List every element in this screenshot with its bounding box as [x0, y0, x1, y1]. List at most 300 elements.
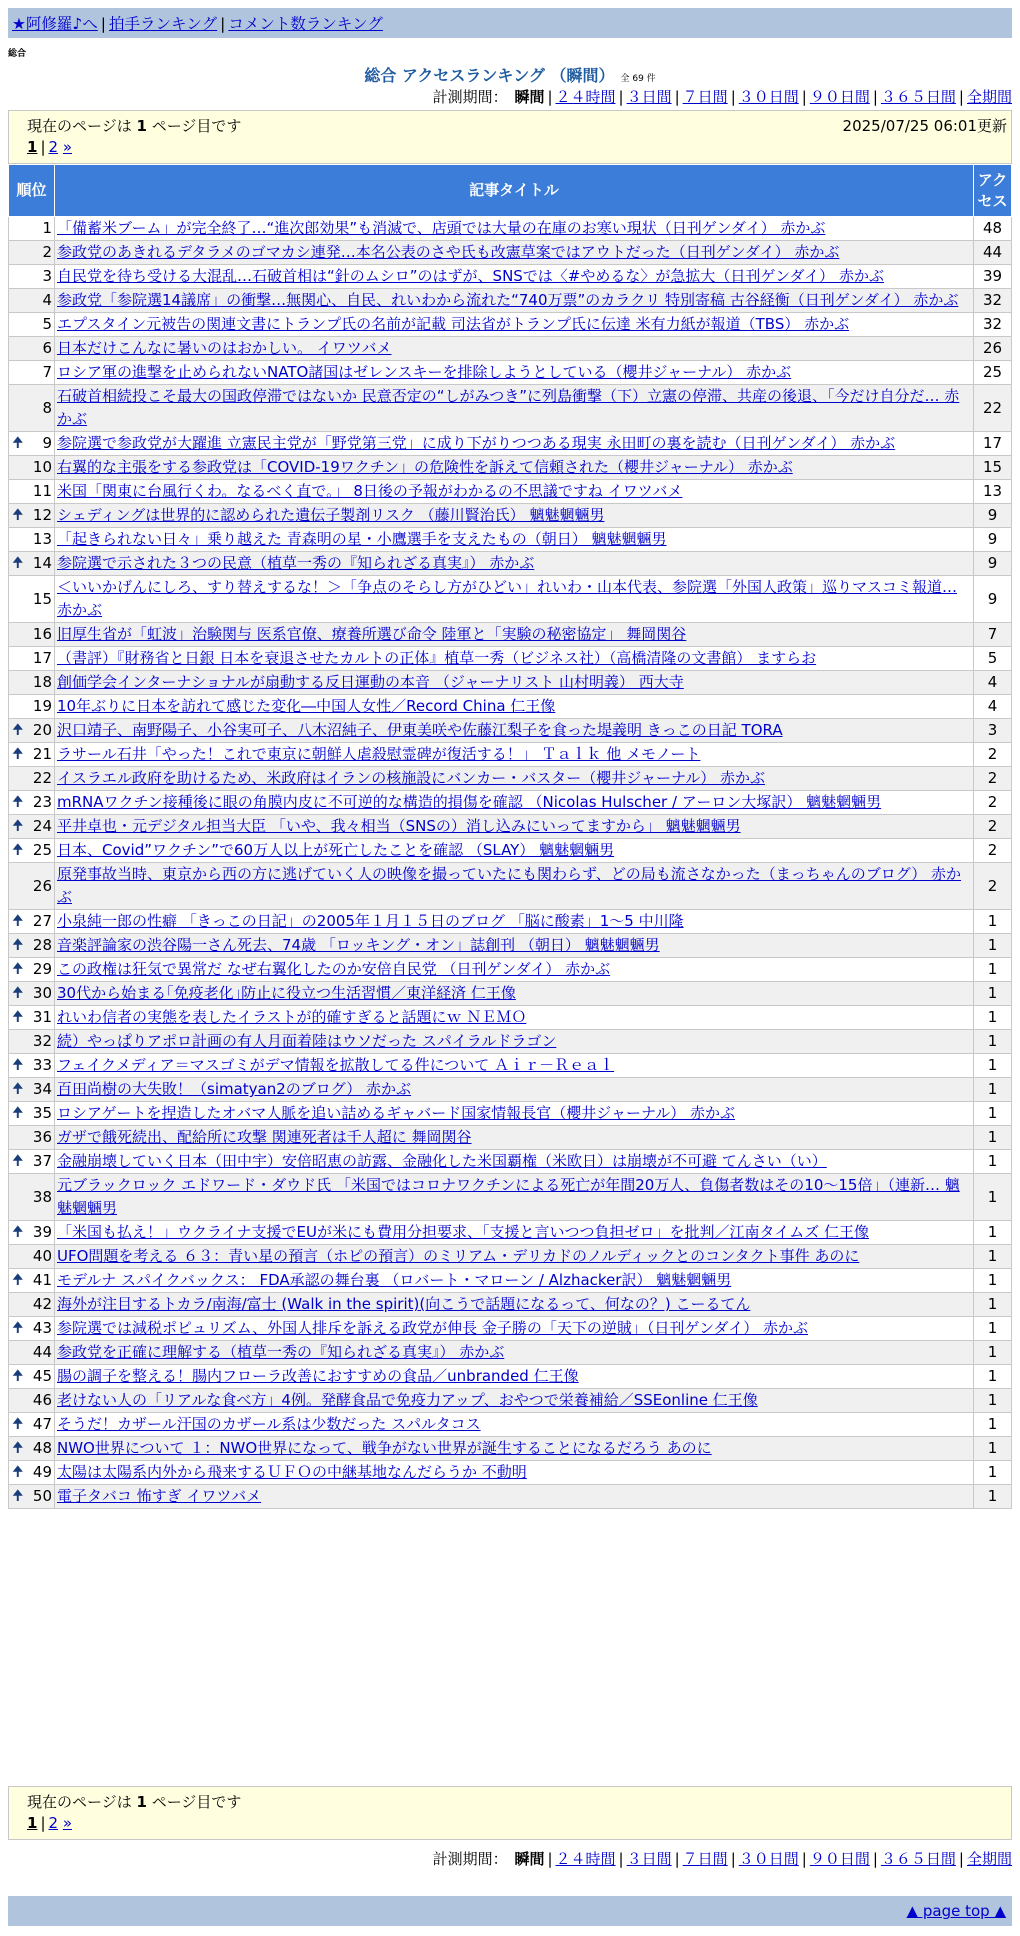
period-3d[interactable]: ３日間 — [626, 1850, 672, 1868]
rank-cell — [9, 313, 55, 337]
page-title: 総合 アクセスランキング （瞬間） — [364, 66, 615, 85]
period-7d[interactable]: ７日間 — [682, 1850, 728, 1868]
rank-number: 36 — [32, 1128, 52, 1146]
article-link[interactable]: 電子タバコ 怖すぎ イワツバメ — [57, 1487, 262, 1505]
period-365d[interactable]: ３６５日間 — [880, 88, 956, 106]
table-row — [9, 695, 1012, 719]
rank-cell — [9, 1126, 55, 1150]
rank-cell — [9, 432, 55, 456]
rank-cell — [9, 910, 55, 934]
table-row — [9, 1413, 1012, 1437]
rank-up-arrow-icon: 🠉 — [12, 1105, 24, 1121]
rank-number: 24 — [32, 817, 52, 835]
rank-number: 9 — [42, 434, 52, 452]
article-link[interactable]: 創価学会インターナショナルが扇動する反日運動の本音 （ジャーナリスト 山村明義） 西大寺 — [57, 673, 684, 691]
period-365d[interactable]: ３６５日間 — [880, 1850, 956, 1868]
rank-up-arrow-icon: 🠉 — [12, 913, 24, 929]
article-link[interactable]: この政権は狂気で異常だ なぜ右翼化したのか安倍自民党 （日刊ゲンダイ） 赤かぶ — [57, 960, 611, 978]
article-link[interactable]: れいわ信者の実態を表したイラストが的確すぎると話題にｗ ＮＥＭＯ — [57, 1008, 527, 1026]
period-30d[interactable]: ３０日間 — [738, 1850, 799, 1868]
access-count: 7 — [974, 623, 1012, 647]
rank-number: 12 — [32, 506, 52, 524]
access-count: 1 — [974, 1006, 1012, 1030]
access-count: 1 — [974, 1269, 1012, 1293]
rank-cell — [9, 1150, 55, 1174]
table-row — [9, 1485, 1012, 1509]
article-link[interactable]: 10年ぶりに日本を訪れて感じた変化―中国人女性／Record China 仁王像 — [57, 697, 556, 715]
article-link[interactable]: エプスタイン元被告の関連文書にトランプ氏の名前が記載 司法省がトランプ氏に伝達 米有力紙が報道（TBS） 赤かぶ — [57, 315, 850, 333]
access-count: 1 — [974, 1437, 1012, 1461]
access-count: 25 — [974, 361, 1012, 385]
title-cell — [55, 910, 974, 934]
title-cell — [55, 1102, 974, 1126]
access-count: 3 — [974, 719, 1012, 743]
current-page-text: 現在のページは 1 ページ目です — [27, 117, 242, 135]
table-row — [9, 719, 1012, 743]
access-count: 9 — [974, 528, 1012, 552]
rank-number: 37 — [32, 1152, 52, 1170]
title-cell — [55, 623, 974, 647]
rank-number: 38 — [32, 1187, 52, 1206]
rank-up-arrow-icon: 🠉 — [12, 555, 24, 571]
rank-number: 11 — [32, 482, 52, 500]
rank-cell — [9, 361, 55, 385]
ranking-title — [0, 63, 1020, 86]
rank-number: 28 — [32, 936, 52, 954]
period-current: 瞬間 — [514, 1850, 545, 1868]
rank-cell — [9, 265, 55, 289]
article-link[interactable]: 沢口靖子、南野陽子、小谷実可子、八木沼純子、伊東美咲や佐藤江梨子を食った堤義明 きっこの日記 TORA — [57, 721, 783, 739]
period-all[interactable]: 全期間 — [966, 88, 1012, 106]
article-link[interactable]: 元ブラックロック エドワード・ダウド氏 「米国ではコロナワクチンによる死亡が年間20万人、負傷者数はその10～15倍」（連新… 魑魅魍魎男 — [57, 1176, 960, 1217]
title-cell — [55, 265, 974, 289]
article-link[interactable]: （書評）『財務省と日銀 日本を衰退させたカルトの正体』植草一秀（ビジネス社）（高橋清隆の文書館） ますらお — [57, 649, 817, 667]
rank-cell — [9, 1006, 55, 1030]
next-page-link[interactable]: » — [62, 1814, 73, 1832]
title-cell — [55, 528, 974, 552]
rank-cell — [9, 1317, 55, 1341]
table-row — [9, 1150, 1012, 1174]
title-cell — [55, 671, 974, 695]
table-row — [9, 1461, 1012, 1485]
access-count: 4 — [974, 671, 1012, 695]
title-cell — [55, 1341, 974, 1365]
title-cell — [55, 1030, 974, 1054]
access-count: 1 — [974, 1054, 1012, 1078]
table-row — [9, 385, 1012, 432]
rank-number: 6 — [42, 339, 52, 357]
table-row — [9, 289, 1012, 313]
title-cell — [55, 385, 974, 432]
access-count: 1 — [974, 1341, 1012, 1365]
article-link[interactable]: 「起きられない日々」乗り越えた 青森明の星・小鷹選手を支えたもの（朝日） 魑魅魍魎男 — [57, 530, 667, 548]
access-count: 2 — [974, 863, 1012, 910]
article-link[interactable]: ロシア軍の進撃を止められないNATO諸国はゼレンスキーを排除しようとしている（櫻井ジャーナル） 赤かぶ — [57, 363, 792, 381]
rank-number: 1 — [42, 219, 52, 237]
rank-number: 49 — [32, 1463, 52, 1481]
page-2-link[interactable]: 2 — [48, 1814, 59, 1832]
title-cell — [55, 576, 974, 623]
category-label: 総合 — [8, 49, 27, 59]
title-cell — [55, 719, 974, 743]
rank-number: 16 — [32, 625, 52, 643]
title-cell — [55, 863, 974, 910]
title-cell — [55, 958, 974, 982]
rank-cell — [9, 504, 55, 528]
table-row — [9, 265, 1012, 289]
rank-cell — [9, 719, 55, 743]
rank-number: 43 — [32, 1319, 52, 1337]
rank-number: 50 — [32, 1487, 52, 1505]
rank-up-arrow-icon: 🠉 — [12, 1368, 24, 1384]
table-row — [9, 337, 1012, 361]
rank-up-arrow-icon: 🠉 — [12, 1272, 24, 1288]
title-cell — [55, 695, 974, 719]
table-row — [9, 241, 1012, 265]
rank-number: 35 — [32, 1104, 52, 1122]
rank-number: 48 — [32, 1439, 52, 1457]
rank-number: 40 — [32, 1247, 52, 1265]
article-link[interactable]: そうだ！カザール汗国のカザール系は少数だった スパルタコス — [57, 1415, 481, 1433]
article-link[interactable]: 右翼的な主張をする参政党は「COVID-19ワクチン」の危険性を訴えて信頼された（櫻井ジャーナル） 赤かぶ — [57, 458, 793, 476]
article-link[interactable]: ラサール石井「やった！これで東京に朝鮮人虐殺慰霊碑が復活する！」 Ｔａｌｋ 他 メモノート — [57, 745, 701, 763]
title-cell — [55, 1245, 974, 1269]
article-link[interactable]: 百田尚樹の大失敗！（simatyan2のブログ） 赤かぶ — [57, 1080, 412, 1098]
article-link[interactable]: シェディングは世界的に認められた遺伝子製剤リスク （藤川賢治氏） 魑魅魍魎男 — [57, 506, 605, 524]
title-cell — [55, 815, 974, 839]
article-link[interactable]: 平井卓也・元デジタル担当大臣 「いや、我々相当（SNSの）消し込みにいってますから」 魑魅魍魎男 — [57, 817, 741, 835]
title-header: 記事タイトル — [55, 165, 974, 217]
applause-ranking-link[interactable]: 拍手ランキング — [109, 15, 218, 33]
title-cell — [55, 1078, 974, 1102]
table-row — [9, 217, 1012, 241]
access-count: 1 — [974, 1461, 1012, 1485]
article-link[interactable]: 続）やっぱりアポロ計画の有人月面着陸はウソだった スパイラルドラゴン — [57, 1032, 557, 1050]
article-link[interactable]: 参院選で示された３つの民意（植草一秀の『知られざる真実』） 赤かぶ — [57, 554, 535, 572]
rank-number: 41 — [32, 1271, 52, 1289]
rank-number: 42 — [32, 1295, 52, 1313]
rank-cell — [9, 337, 55, 361]
table-row — [9, 1389, 1012, 1413]
rank-cell — [9, 1485, 55, 1509]
rank-up-arrow-icon: 🠉 — [12, 1440, 24, 1456]
access-header: アクセス — [974, 165, 1012, 217]
title-cell — [55, 1269, 974, 1293]
article-link[interactable]: 参院選では減税ポピュリズム、外国人排斥を訴える政党が伸長 金子勝の「天下の逆賊」（日刊ゲンダイ） 赤かぶ — [57, 1319, 808, 1337]
table-row — [9, 504, 1012, 528]
table-row — [9, 576, 1012, 623]
table-row — [9, 1102, 1012, 1126]
period-90d[interactable]: ９０日間 — [809, 88, 870, 106]
rank-up-arrow-icon: 🠉 — [12, 1416, 24, 1432]
table-row — [9, 671, 1012, 695]
home-link[interactable]: ★阿修羅♪へ — [12, 15, 98, 33]
title-cell — [55, 1126, 974, 1150]
title-cell — [55, 1150, 974, 1174]
period-24h[interactable]: ２４時間 — [555, 1850, 616, 1868]
rank-number: 29 — [32, 960, 52, 978]
rank-cell — [9, 1461, 55, 1485]
period-current: 瞬間 — [514, 88, 545, 106]
title-cell — [55, 1293, 974, 1317]
rank-up-arrow-icon: 🠉 — [12, 746, 24, 762]
title-cell — [55, 743, 974, 767]
rank-number: 25 — [32, 841, 52, 859]
access-count: 1 — [974, 1102, 1012, 1126]
article-link[interactable]: 音楽評論家の渋谷陽一さん死去、74歳 「ロッキング・オン」誌創刊 （朝日） 魑魅魍魎男 — [57, 936, 660, 954]
period-90d[interactable]: ９０日間 — [809, 1850, 870, 1868]
access-count: 1 — [974, 1030, 1012, 1054]
table-row — [9, 982, 1012, 1006]
rank-number: 18 — [32, 673, 52, 691]
rank-number: 47 — [32, 1415, 52, 1433]
rank-cell — [9, 863, 55, 910]
table-row — [9, 767, 1012, 791]
page-1-link[interactable]: 1 — [27, 138, 38, 156]
rank-number: 22 — [32, 769, 52, 787]
table-row — [9, 623, 1012, 647]
rank-number: 31 — [32, 1008, 52, 1026]
access-count: 2 — [974, 767, 1012, 791]
table-row — [9, 934, 1012, 958]
article-link[interactable]: 日本、Covid”ワクチン”で60万人以上が死亡したことを確認 （SLAY） 魑魅魍魎男 — [57, 841, 615, 859]
table-row — [9, 456, 1012, 480]
access-count: 17 — [974, 432, 1012, 456]
article-link[interactable]: ＜いいかげんにしろ、すり替えするな！＞「争点のそらし方がひどい」れいわ・山本代表、参院選「外国人政策」巡りマスコミ報道… 赤かぶ — [57, 578, 958, 619]
article-link[interactable]: UFO問題を考える ６３：青い星の預言（ホピの預言）のミリアム・デリカドのノルディックとのコンタクト事件 あのに — [57, 1247, 860, 1265]
title-cell — [55, 1365, 974, 1389]
access-count: 1 — [974, 910, 1012, 934]
rank-up-arrow-icon: 🠉 — [12, 937, 24, 953]
article-link[interactable]: 参政党「参院選14議席」の衝撃…無関心、自民、れいわから流れた“740万票”のカラクリ 特別寄稿 古谷経衡（日刊ゲンダイ） 赤かぶ — [57, 291, 959, 309]
rank-cell — [9, 743, 55, 767]
top-navigation — [8, 8, 1012, 38]
rank-cell — [9, 576, 55, 623]
article-link[interactable]: 参院選で参政党が大躍進 立憲民主党が「野党第三党」に成り下がりつつある現実 永田町の裏を読む（日刊ゲンダイ） 赤かぶ — [57, 434, 896, 452]
title-cell — [55, 791, 974, 815]
table-row — [9, 1054, 1012, 1078]
article-link[interactable]: ロシアゲートを捏造したオバマ人脈を追い詰めるギャバード国家情報長官（櫻井ジャーナル） 赤かぶ — [57, 1104, 735, 1122]
title-cell — [55, 647, 974, 671]
title-cell — [55, 839, 974, 863]
nav-separator: | — [100, 15, 107, 33]
rank-up-arrow-icon: 🠉 — [12, 961, 24, 977]
article-link[interactable]: モデルナ スパイクバックス： FDA承認の舞台裏 （ロバート・マローン / Alzhacker訳） 魑魅魍魎男 — [57, 1271, 732, 1289]
rank-cell — [9, 456, 55, 480]
title-cell — [55, 1437, 974, 1461]
rank-number: 27 — [32, 912, 52, 930]
access-count: 1 — [974, 1293, 1012, 1317]
table-row — [9, 528, 1012, 552]
table-row — [9, 552, 1012, 576]
table-row — [9, 1317, 1012, 1341]
rank-cell — [9, 1245, 55, 1269]
article-link[interactable]: 旧厚生省が「虹波」治験関与 医系官僚、療養所選び命令 陸軍と「実験の秘密協定」 舞岡関谷 — [57, 625, 687, 643]
pagination-top: 1 | 2 » — [27, 138, 73, 156]
access-count: 2 — [974, 791, 1012, 815]
article-link[interactable]: ガザで餓死続出、配給所に攻撃 関連死者は千人超に 舞岡関谷 — [57, 1128, 472, 1146]
article-link[interactable]: 老けない人の「リアルな食べ方」4例。発酵食品で免疫力アップ、おやつで栄養補給／SSEonline 仁王像 — [57, 1391, 758, 1409]
article-link[interactable]: 参政党を正確に理解する（植草一秀の『知られざる真実』） 赤かぶ — [57, 1343, 505, 1361]
table-row — [9, 791, 1012, 815]
rank-number: 17 — [32, 649, 52, 667]
rank-number: 14 — [32, 554, 52, 572]
table-row — [9, 839, 1012, 863]
period-30d[interactable]: ３０日間 — [738, 88, 799, 106]
rank-up-arrow-icon: 🠉 — [12, 1464, 24, 1480]
title-cell — [55, 934, 974, 958]
rank-number: 7 — [42, 363, 52, 381]
table-row — [9, 1293, 1012, 1317]
updated-timestamp: 2025/07/25 06:01更新 — [842, 117, 1007, 135]
rank-number: 45 — [32, 1367, 52, 1385]
rank-cell — [9, 289, 55, 313]
title-cell — [55, 361, 974, 385]
page-1-link[interactable]: 1 — [27, 1814, 38, 1832]
access-count: 1 — [974, 934, 1012, 958]
title-cell — [55, 432, 974, 456]
title-cell — [55, 289, 974, 313]
total-count: 全 69 件 — [620, 74, 656, 84]
table-row — [9, 1437, 1012, 1461]
rank-cell — [9, 671, 55, 695]
access-count: 5 — [974, 647, 1012, 671]
rank-cell — [9, 1221, 55, 1245]
article-link[interactable]: 腸の調子を整える！腸内フローラ改善におすすめの食品／unbranded 仁王像 — [57, 1367, 579, 1385]
rank-cell — [9, 982, 55, 1006]
table-row — [9, 361, 1012, 385]
page-top-link[interactable]: ▲ page top ▲ — [906, 1902, 1006, 1920]
access-count: 9 — [974, 576, 1012, 623]
rank-up-arrow-icon: 🠉 — [12, 842, 24, 858]
table-row — [9, 743, 1012, 767]
rank-number: 8 — [42, 398, 52, 417]
access-count: 1 — [974, 1317, 1012, 1341]
rank-number: 39 — [32, 1223, 52, 1241]
rank-cell — [9, 1293, 55, 1317]
rank-up-arrow-icon: 🠉 — [12, 507, 24, 523]
table-row — [9, 432, 1012, 456]
rank-number: 21 — [32, 745, 52, 763]
period-all[interactable]: 全期間 — [966, 1850, 1012, 1868]
title-cell — [55, 480, 974, 504]
rank-up-arrow-icon: 🠉 — [12, 1057, 24, 1073]
rank-cell — [9, 480, 55, 504]
title-cell — [55, 337, 974, 361]
access-count: 32 — [974, 313, 1012, 337]
rank-up-arrow-icon: 🠉 — [12, 1488, 24, 1504]
rank-cell — [9, 1365, 55, 1389]
access-count: 22 — [974, 385, 1012, 432]
rank-up-arrow-icon: 🠉 — [12, 794, 24, 810]
article-link[interactable]: 参政党のあきれるデタラメのゴマカシ連発…本名公表のさや氏も改憲草案ではアウトだった（日刊ゲンダイ） 赤かぶ — [57, 243, 840, 261]
period-selector-top: 計測期間： 瞬間 | ２４時間 | ３日間 | ７日間 | ３０日間 | ９０日間 | ３６５日間 | 全期間 — [432, 88, 1012, 106]
table-row — [9, 1030, 1012, 1054]
table-row — [9, 1126, 1012, 1150]
access-count: 44 — [974, 241, 1012, 265]
rank-number: 34 — [32, 1080, 52, 1098]
title-cell — [55, 313, 974, 337]
table-row — [9, 863, 1012, 910]
access-count: 1 — [974, 1485, 1012, 1509]
title-cell — [55, 767, 974, 791]
comment-ranking-link[interactable]: コメント数ランキング — [228, 15, 383, 33]
period-selector-bottom: 計測期間： 瞬間 | ２４時間 | ３日間 | ７日間 | ３０日間 | ９０日間 | ３６５日間 | 全期間 — [432, 1850, 1012, 1868]
period-24h[interactable]: ２４時間 — [555, 88, 616, 106]
ranking-table — [8, 164, 1012, 1509]
article-link[interactable]: 米国「関東に台風行くわ。なるべく直で。」 8日後の予報がわかるの不思議ですね イワツバメ — [57, 482, 683, 500]
article-link[interactable]: 日本だけこんなに暑いのはおかしい。 イワツバメ — [57, 339, 392, 357]
access-count: 4 — [974, 695, 1012, 719]
access-count: 1 — [974, 1126, 1012, 1150]
title-cell — [55, 1174, 974, 1221]
rank-number: 32 — [32, 1032, 52, 1050]
rank-cell — [9, 1413, 55, 1437]
rank-cell — [9, 767, 55, 791]
rank-cell — [9, 1078, 55, 1102]
title-cell — [55, 1485, 974, 1509]
table-row — [9, 647, 1012, 671]
rank-cell — [9, 934, 55, 958]
article-link[interactable]: 自民党を待ち受ける大混乱…石破首相は“針のムシロ”のはずが、SNSでは〈#やめるな〉が急拡大（日刊ゲンダイ） 赤かぶ — [57, 267, 884, 285]
access-count: 15 — [974, 456, 1012, 480]
rank-cell — [9, 528, 55, 552]
ranking-body — [9, 217, 1012, 1509]
table-row — [9, 958, 1012, 982]
rank-cell — [9, 1030, 55, 1054]
article-link[interactable]: 海外が注目するトカラ/南海/富士 (Walk in the spirit)(向こうで話題になるって、何なの？) こーるてん — [57, 1295, 751, 1313]
rank-cell — [9, 1389, 55, 1413]
article-link[interactable]: mRNAワクチン接種後に眼の角膜内皮に不可逆的な構造的損傷を確認 （Nicolas Hulscher / アーロン大塚訳） 魑魅魍魎男 — [57, 793, 882, 811]
rank-up-arrow-icon: 🠉 — [12, 1153, 24, 1169]
period-7d[interactable]: ７日間 — [682, 88, 728, 106]
rank-up-arrow-icon: 🠉 — [12, 1009, 24, 1025]
title-cell — [55, 982, 974, 1006]
rank-cell — [9, 1054, 55, 1078]
rank-cell — [9, 791, 55, 815]
article-link[interactable]: 太陽は太陽系内外から飛来するＵＦＯの中継基地なんだらうか 不動明 — [57, 1463, 527, 1481]
article-link[interactable]: 「備蓄米ブーム」が完全終了…“進次郎効果”も消滅で、店頭では大量の在庫のお寒い現状（日刊ゲンダイ） 赤かぶ — [57, 219, 826, 237]
title-cell — [55, 1317, 974, 1341]
title-cell — [55, 1221, 974, 1245]
period-3d[interactable]: ３日間 — [626, 88, 672, 106]
article-link[interactable]: 原発事故当時、東京から西の方に逃げていく人の映像を撮っていたにも関わらず、どの局も流さなかった（まっちゃんのブログ） 赤かぶ — [57, 865, 962, 906]
access-count: 1 — [974, 1174, 1012, 1221]
rank-cell — [9, 1341, 55, 1365]
rank-cell — [9, 623, 55, 647]
article-link[interactable]: 金融崩壊していく日本（田中宇）安倍昭恵の訪露、金融化した米国覇権（米欧日）は崩壊が不可避 てんさい（い） — [57, 1152, 827, 1170]
article-link[interactable]: フェイクメディア＝マスゴミがデマ情報を拡散してる件について Ａｉｒ－Ｒｅａｌ — [57, 1056, 615, 1074]
period-label: 計測期間： — [432, 1850, 508, 1868]
access-count: 2 — [974, 839, 1012, 863]
article-link[interactable]: 小泉純一郎の性癖 「きっこの日記」の2005年１月１５日のブログ 「脳に酸素」1～5 中川隆 — [57, 912, 684, 930]
article-link[interactable]: NWO世界について １：NWO世界になって、戦争がない世界が誕生することになるだろう あのに — [57, 1439, 712, 1457]
article-link[interactable]: 石破首相続投こそ最大の国政停滞ではないか 民意否定の“しがみつき”に列島衝撃（下）立憲の停滞、共産の後退、「今だけ自分だ… 赤かぶ — [57, 387, 960, 428]
article-link[interactable]: 30代から始まる｢免疫老化｣防止に役立つ生活習慣／東洋経済 仁王像 — [57, 984, 516, 1002]
table-row — [9, 1174, 1012, 1221]
rank-number: 20 — [32, 721, 52, 739]
access-count: 9 — [974, 504, 1012, 528]
next-page-link[interactable]: » — [62, 138, 73, 156]
article-link[interactable]: イスラエル政府を助けるため、米政府はイランの核施設にバンカー・バスター（櫻井ジャーナル） 赤かぶ — [57, 769, 765, 787]
rank-number: 33 — [32, 1056, 52, 1074]
table-row — [9, 1221, 1012, 1245]
table-row — [9, 1006, 1012, 1030]
rank-cell — [9, 241, 55, 265]
page-2-link[interactable]: 2 — [48, 138, 59, 156]
article-link[interactable]: 「米国も払え！」ウクライナ支援でEUが米にも費用分担要求、「支援と言いつつ負担ゼロ」を批判／江南タイムズ 仁王像 — [57, 1223, 869, 1241]
rank-up-arrow-icon: 🠉 — [12, 1224, 24, 1240]
